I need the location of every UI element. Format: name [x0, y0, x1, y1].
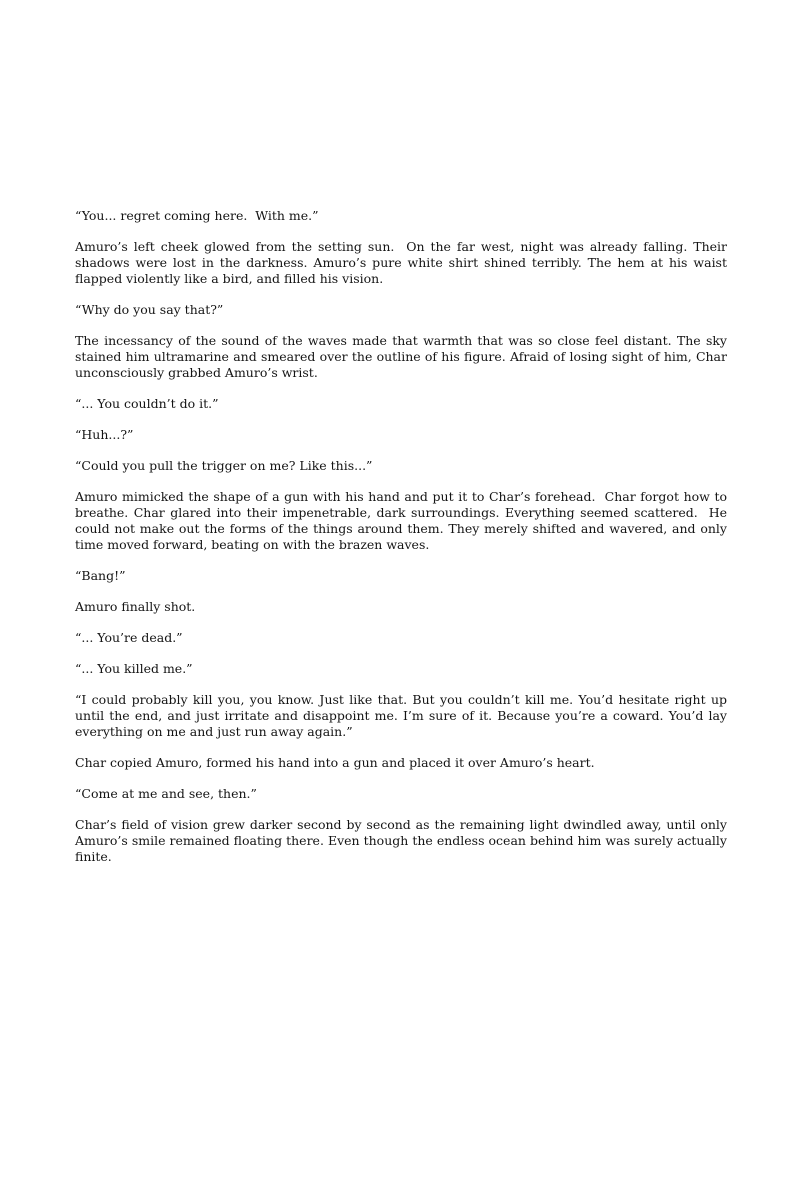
paragraph: “... You’re dead.”	[75, 630, 183, 645]
paragraph: Amuro’s left cheek glowed from the setting sun. On the far west, night was already falling. Their shadows were lost in the darkness. Amuro’s pure white shirt shined terribly. The hem at his waist flapped violently like a bird, and filled his vision.	[75, 239, 727, 286]
paragraph: “Bang!”	[75, 568, 126, 583]
paragraph: “Why do you say that?”	[75, 302, 224, 317]
paragraph: Amuro finally shot.	[75, 599, 196, 614]
paragraph: “I could probably kill you, you know. Just like that. But you couldn’t kill me. You’d hesitate right up until the end, and just irritate and disappoint me. I’m sure of it. Because you’re a coward. You’d lay everything on me and just run away again.”	[75, 692, 727, 739]
paragraph: “Come at me and see, then.”	[75, 786, 257, 801]
paragraph: “You... regret coming here. With me.”	[75, 208, 319, 223]
paragraph: “... You killed me.”	[75, 661, 193, 676]
paragraph: Amuro mimicked the shape of a gun with his hand and put it to Char’s forehead. Char forgot how to breathe. Char glared into their impenetrable, dark surroundings. Everything seemed scattered. He could not make out the forms of the things around them. They merely shifted and wavered, and only time moved forward, beating on with the brazen waves.	[75, 489, 727, 552]
paragraph: The incessancy of the sound of the waves made that warmth that was so close feel distant. The sky stained him ultramarine and smeared over the outline of his figure. Afraid of losing sight of him, Char unconsciously grabbed Amuro’s wrist.	[75, 333, 727, 380]
paragraph: “Huh...?”	[75, 427, 134, 442]
paragraph: “Could you pull the trigger on me? Like this...”	[75, 458, 373, 473]
paragraph: Char’s field of vision grew darker second by second as the remaining light dwindled away, until only Amuro’s smile remained floating there. Even though the endless ocean behind him was surely actually finite.	[75, 817, 727, 864]
paragraph: Char copied Amuro, formed his hand into a gun and placed it over Amuro’s heart.	[75, 755, 595, 770]
paragraph: “... You couldn’t do it.”	[75, 396, 219, 411]
